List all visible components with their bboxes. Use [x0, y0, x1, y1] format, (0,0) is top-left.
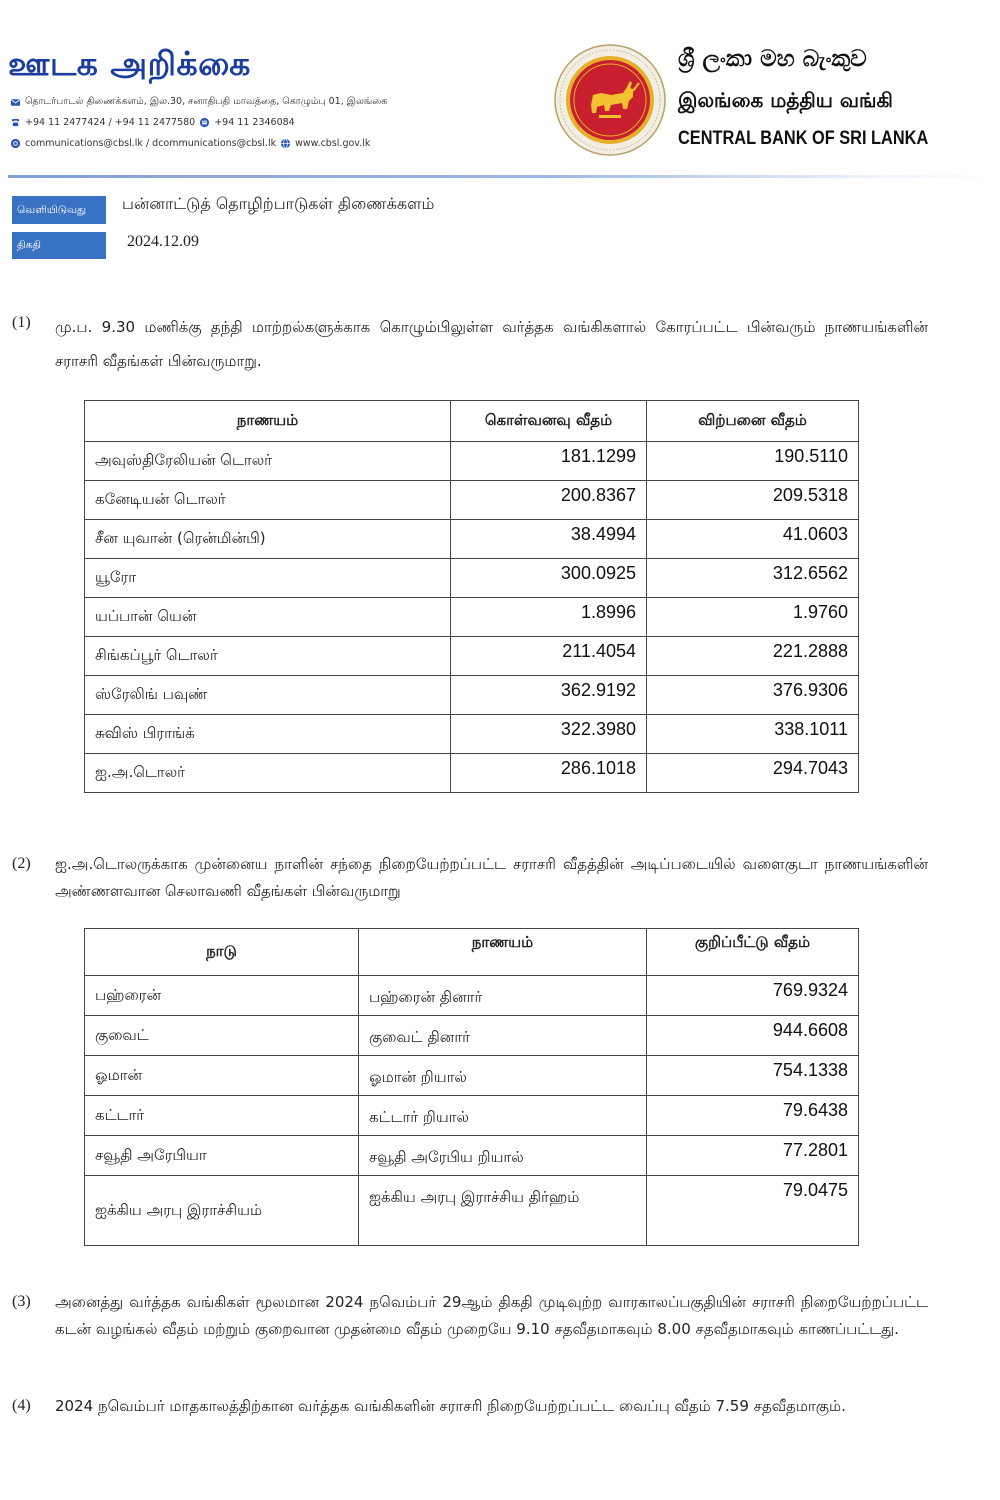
header-divider [8, 175, 998, 178]
currency-name: சிங்கப்பூர் டொலர் [85, 637, 451, 676]
buying-rate: 200.8367 [451, 481, 647, 520]
table-row [85, 520, 859, 559]
indicative-rate: 79.6438 [647, 1096, 859, 1136]
currency-name: ஐ.அ.டொலர் [85, 754, 451, 793]
buying-rate: 38.4994 [451, 520, 647, 559]
contact-phone: +94 11 2477424 / +94 11 2477580 [25, 117, 196, 128]
country-name: ஓமான் [85, 1056, 359, 1096]
table-header-row [85, 929, 859, 976]
table-header-row [85, 401, 859, 442]
buying-rate: 286.1018 [451, 754, 647, 793]
selling-rate: 221.2888 [647, 637, 859, 676]
indicative-rate: 754.1338 [647, 1056, 859, 1096]
country-name: கட்டார் [85, 1096, 359, 1136]
column-header-indicative-rate: குறிப்பீட்டு வீதம் [647, 929, 859, 976]
section-2-number: (2) [12, 855, 31, 872]
table-row [85, 1136, 859, 1176]
table-row [85, 637, 859, 676]
currency-name: ஸ்ரேலிங் பவுண் [85, 676, 451, 715]
contact-address: தொடர்பாடல் திணைக்களம், இல.30, சனாதிபதி மாவத்தை, கொழும்பு 01, இலங்கை [25, 96, 388, 107]
currency-name: கனேடியன் டொலர் [85, 481, 451, 520]
phone-icon [10, 117, 21, 128]
column-header-buying-rate: கொள்வனவு வீதம் [451, 401, 647, 442]
email-icon [10, 138, 21, 149]
table-row [85, 1096, 859, 1136]
column-header-country: நாடு [85, 929, 359, 976]
buying-rate: 300.0925 [451, 559, 647, 598]
contact-web-line [10, 138, 370, 149]
indicative-rate: 77.2801 [647, 1136, 859, 1176]
table-row [85, 1056, 859, 1096]
section-1-number: (1) [12, 314, 31, 331]
currency-name: ஓமான் றியால் [359, 1056, 647, 1096]
currency-name: பஹ்ரைன் தினார் [359, 976, 647, 1016]
selling-rate: 41.0603 [647, 520, 859, 559]
website-link[interactable]: www.cbsl.gov.lk [295, 138, 371, 149]
table-row [85, 1176, 859, 1246]
envelope-icon [10, 97, 21, 108]
table-row [85, 598, 859, 637]
contact-address-line [10, 96, 387, 108]
bank-name-sinhala: ශ්‍රී ලංකා මහ බැංකුව [678, 46, 867, 72]
section-1-text: மு.ப. 9.30 மணிக்கு தந்தி மாற்றல்களுக்காக கொழும்பிலுள்ள வர்த்தக வங்கிகளால் கோரப்பட்ட பின்வரும் நாணயங்களின் சராசரி வீதங்கள் பின்வருமாறு. [55, 318, 928, 370]
indicative-rate: 79.0475 [647, 1176, 859, 1246]
section-3-text: அனைத்து வர்த்தக வங்கிகள் மூலமான 2024 நவெம்பர் 29ஆம் திகதி முடிவுற்ற வாரகாலப்பகுதியின் சராசரி நிறையேற்றப்பட்ட கடன் வழங்கல் வீதம் மற்றும் குறைவான முதன்மை வீதம் முறையே 9.10 சதவீதமாகவும் 8.00 சதவீதமாகவும் காணப்பட்டது. [55, 1293, 928, 1338]
exchange-rates-table [84, 400, 859, 793]
contact-phone-line [10, 117, 295, 128]
section-2-text: ஐ.அ.டொலருக்காக முன்னைய நாளின் சந்தை நிறையேற்றப்பட்ட சராசரி வீதத்தின் அடிப்படையில் வளைகுடா நாணயங்களின் அண்ணளவான செலாவணி வீதங்கள் பின்வருமாறு [55, 855, 928, 900]
buying-rate: 211.4054 [451, 637, 647, 676]
currency-name: குவைட் தினார் [359, 1016, 647, 1056]
selling-rate: 376.9306 [647, 676, 859, 715]
table-row [85, 1016, 859, 1056]
section-4-text: 2024 நவெம்பர் மாதகாலத்திற்கான வர்த்தக வங்கிகளின் சராசரி நிறையேற்றப்பட்ட வைப்பு வீதம் 7.59 சதவீதமாகும். [55, 1397, 846, 1415]
buying-rate: 362.9192 [451, 676, 647, 715]
country-name: ஐக்கிய அரபு இராச்சியம் [85, 1176, 359, 1246]
currency-name: கட்டார் றியால் [359, 1096, 647, 1136]
currency-name: அவுஸ்திரேலியன் டொலர் [85, 442, 451, 481]
currency-name: யூரோ [85, 559, 451, 598]
currency-name: ஐக்கிய அரபு இராச்சிய திர்ஹம் [359, 1176, 647, 1246]
currency-name: யப்பான் யென் [85, 598, 451, 637]
indicative-rate: 769.9324 [647, 976, 859, 1016]
section-3-number: (3) [12, 1293, 31, 1310]
table-row [85, 676, 859, 715]
buying-rate: 1.8996 [451, 598, 647, 637]
column-header-currency: நாணயம் [359, 929, 647, 976]
globe-icon [280, 138, 291, 149]
bank-name-tamil: இலங்கை மத்திய வங்கி [678, 88, 893, 112]
contact-fax: +94 11 2346084 [214, 117, 295, 128]
currency-name: சவூதி அரேபிய றியால் [359, 1136, 647, 1176]
indicative-rate: 944.6608 [647, 1016, 859, 1056]
table-row [85, 976, 859, 1016]
selling-rate: 1.9760 [647, 598, 859, 637]
country-name: பஹ்ரைன் [85, 976, 359, 1016]
selling-rate: 209.5318 [647, 481, 859, 520]
contact-email-link[interactable]: communications@cbsl.lk / dcommunications@cbsl.lk [25, 138, 277, 149]
buying-rate: 322.3980 [451, 715, 647, 754]
table-row [85, 442, 859, 481]
column-header-selling-rate: விற்பனை வீதம் [647, 401, 859, 442]
currency-name: சுவிஸ் பிராங்க் [85, 715, 451, 754]
currency-name: சீன யுவான் (ரென்மின்பி) [85, 520, 451, 559]
column-header-currency: நாணயம் [85, 401, 451, 442]
date-label: திகதி [12, 232, 106, 259]
selling-rate: 338.1011 [647, 715, 859, 754]
country-name: குவைட் [85, 1016, 359, 1056]
date-value: 2024.12.09 [127, 233, 199, 250]
issued-by-label: வெளியிடுவது [12, 196, 106, 224]
selling-rate: 294.7043 [647, 754, 859, 793]
fax-icon [199, 117, 210, 128]
table-row [85, 754, 859, 793]
gulf-currency-rates-table [84, 928, 859, 1246]
buying-rate: 181.1299 [451, 442, 647, 481]
table-row [85, 715, 859, 754]
bank-name-english: CENTRAL BANK OF SRI LANKA [678, 128, 929, 149]
issued-by-value: பன்னாட்டுத் தொழிற்பாடுகள் திணைக்களம் [122, 194, 435, 213]
section-4-number: (4) [12, 1397, 31, 1414]
table-row [85, 559, 859, 598]
selling-rate: 190.5110 [647, 442, 859, 481]
central-bank-seal-icon [553, 43, 667, 157]
table-row [85, 481, 859, 520]
country-name: சவூதி அரேபியா [85, 1136, 359, 1176]
selling-rate: 312.6562 [647, 559, 859, 598]
media-release-title: ஊடக அறிக்கை [8, 44, 251, 83]
